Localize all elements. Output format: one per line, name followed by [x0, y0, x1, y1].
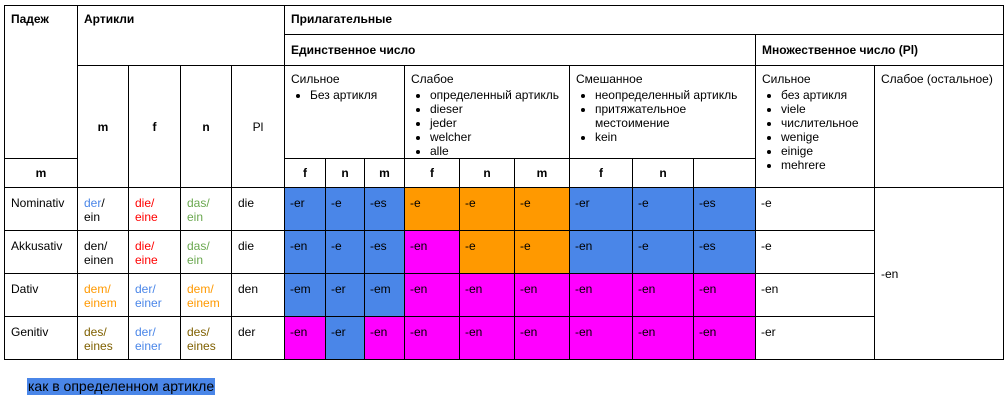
list-item: • viele [781, 102, 868, 116]
table-row [5, 317, 1004, 360]
ending-cell: -e [515, 188, 570, 231]
ending-cell: -en [570, 274, 633, 317]
article-col-pl: Pl [232, 66, 285, 188]
ending-cell: -en [570, 231, 633, 274]
article-m: des/ eines [78, 317, 129, 360]
ending-cell: -en [694, 317, 756, 360]
list-item: • mehrere [781, 158, 868, 172]
table-row [5, 274, 1004, 317]
article-m: den/ einen [78, 231, 129, 274]
list-item: • alle [430, 144, 563, 158]
ending-cell: -en [405, 231, 460, 274]
weak-plural-ending: -en [875, 188, 1004, 360]
strong-plural-cell [756, 66, 875, 188]
ending-cell: -en [405, 274, 460, 317]
strong-singular-list [291, 88, 398, 102]
article-col-f: f [129, 66, 181, 188]
case-label: Dativ [5, 274, 78, 317]
ending-cell: -es [694, 231, 756, 274]
gender-col-n: n [633, 159, 694, 188]
article-pl: der [232, 317, 285, 360]
list-item: • числительное [781, 116, 868, 130]
mixed-singular-cell [570, 66, 756, 159]
weak-singular-list [411, 88, 563, 158]
strong-plural-ending: -en [756, 274, 875, 317]
gender-col-m: m [365, 159, 405, 188]
ending-cell: -er [285, 188, 326, 231]
ending-cell: -e [460, 188, 515, 231]
ending-cell: -er [570, 188, 633, 231]
gender-col-f: f [405, 159, 460, 188]
legend-note: как в определенном артикле [28, 378, 215, 394]
ending-cell: -en [515, 317, 570, 360]
ending-cell: -en [633, 274, 694, 317]
ending-cell: -es [694, 188, 756, 231]
ending-cell: -en [405, 317, 460, 360]
list-item: • без артикля [781, 88, 868, 102]
header-adjectives: Прилагательные [285, 6, 1004, 35]
list-item: • неопределенный артикль [595, 88, 749, 102]
ending-cell: -em [365, 274, 405, 317]
case-label: Akkusativ [5, 231, 78, 274]
ending-cell: -es [365, 231, 405, 274]
strong-singular-cell [285, 66, 405, 159]
header-singular: Единственное число [285, 35, 756, 66]
list-item: • определенный артикль [430, 88, 563, 102]
article-n: das/ ein [181, 231, 232, 274]
article-m: dem/ einem [78, 274, 129, 317]
article-m: der/ ein [78, 188, 129, 231]
header-plural: Множественное число (Pl) [756, 35, 1004, 66]
ending-cell: -es [365, 188, 405, 231]
article-n: dem/ einem [181, 274, 232, 317]
strong-plural-list [762, 88, 868, 172]
article-pl: die [232, 231, 285, 274]
article-f: der/ einer [129, 317, 181, 360]
ending-cell: -e [405, 188, 460, 231]
ending-cell: -e [515, 231, 570, 274]
ending-cell: -en [365, 317, 405, 360]
article-n: des/ eines [181, 317, 232, 360]
weak-singular-title: Слабое [411, 72, 454, 86]
list-item: • welcher [430, 130, 563, 144]
ending-cell: -e [326, 188, 365, 231]
ending-cell: -e [326, 231, 365, 274]
list-item: • einige [781, 144, 868, 158]
gender-col-m: m [5, 159, 78, 188]
weak-plural-title: Слабое (остальное) [881, 72, 993, 86]
ending-cell: -en [633, 317, 694, 360]
list-item: • притяжательное местоимение [595, 102, 749, 130]
ending-cell: -en [285, 231, 326, 274]
ending-cell: -en [515, 274, 570, 317]
header-case: Падеж [5, 6, 78, 159]
list-item: • wenige [781, 130, 868, 144]
list-item: • kein [595, 130, 749, 144]
ending-cell: -en [570, 317, 633, 360]
article-f: der/ einer [129, 274, 181, 317]
declension-table [4, 5, 1004, 360]
ending-cell: -em [285, 274, 326, 317]
weak-singular-cell [405, 66, 570, 159]
strong-plural-ending: -e [756, 188, 875, 231]
gender-col-n: n [460, 159, 515, 188]
case-label: Genitiv [5, 317, 78, 360]
strong-plural-ending: -e [756, 231, 875, 274]
ending-cell: -e [633, 188, 694, 231]
article-f: die/ eine [129, 188, 181, 231]
gender-col-f: f [570, 159, 633, 188]
article-pl: die [232, 188, 285, 231]
table-row [5, 188, 1004, 231]
list-item: • dieser [430, 102, 563, 116]
ending-cell: -er [326, 274, 365, 317]
strong-plural-ending: -er [756, 317, 875, 360]
strong-plural-title: Сильное [762, 72, 811, 86]
mixed-singular-list [576, 88, 749, 144]
ending-cell: -e [460, 231, 515, 274]
ending-cell: -en [694, 274, 756, 317]
strong-singular-title: Сильное [291, 72, 340, 86]
gender-col-f: f [285, 159, 326, 188]
ending-cell: -er [326, 317, 365, 360]
weak-plural-cell [875, 66, 1004, 188]
article-f: die/ eine [129, 231, 181, 274]
header-articles: Артикли [78, 6, 285, 66]
ending-cell: -en [460, 317, 515, 360]
article-col-m: m [78, 66, 129, 188]
article-n: das/ ein [181, 188, 232, 231]
article-pl: den [232, 274, 285, 317]
list-item: • jeder [430, 116, 563, 130]
gender-col-n: n [326, 159, 365, 188]
table-row [5, 231, 1004, 274]
mixed-singular-title: Смешанное [576, 72, 643, 86]
ending-cell: -en [285, 317, 326, 360]
case-label: Nominativ [5, 188, 78, 231]
ending-cell: -en [460, 274, 515, 317]
gender-col-m: m [515, 159, 570, 188]
article-col-n: n [181, 66, 232, 188]
list-item: • Без артикля [310, 88, 398, 102]
ending-cell: -e [633, 231, 694, 274]
